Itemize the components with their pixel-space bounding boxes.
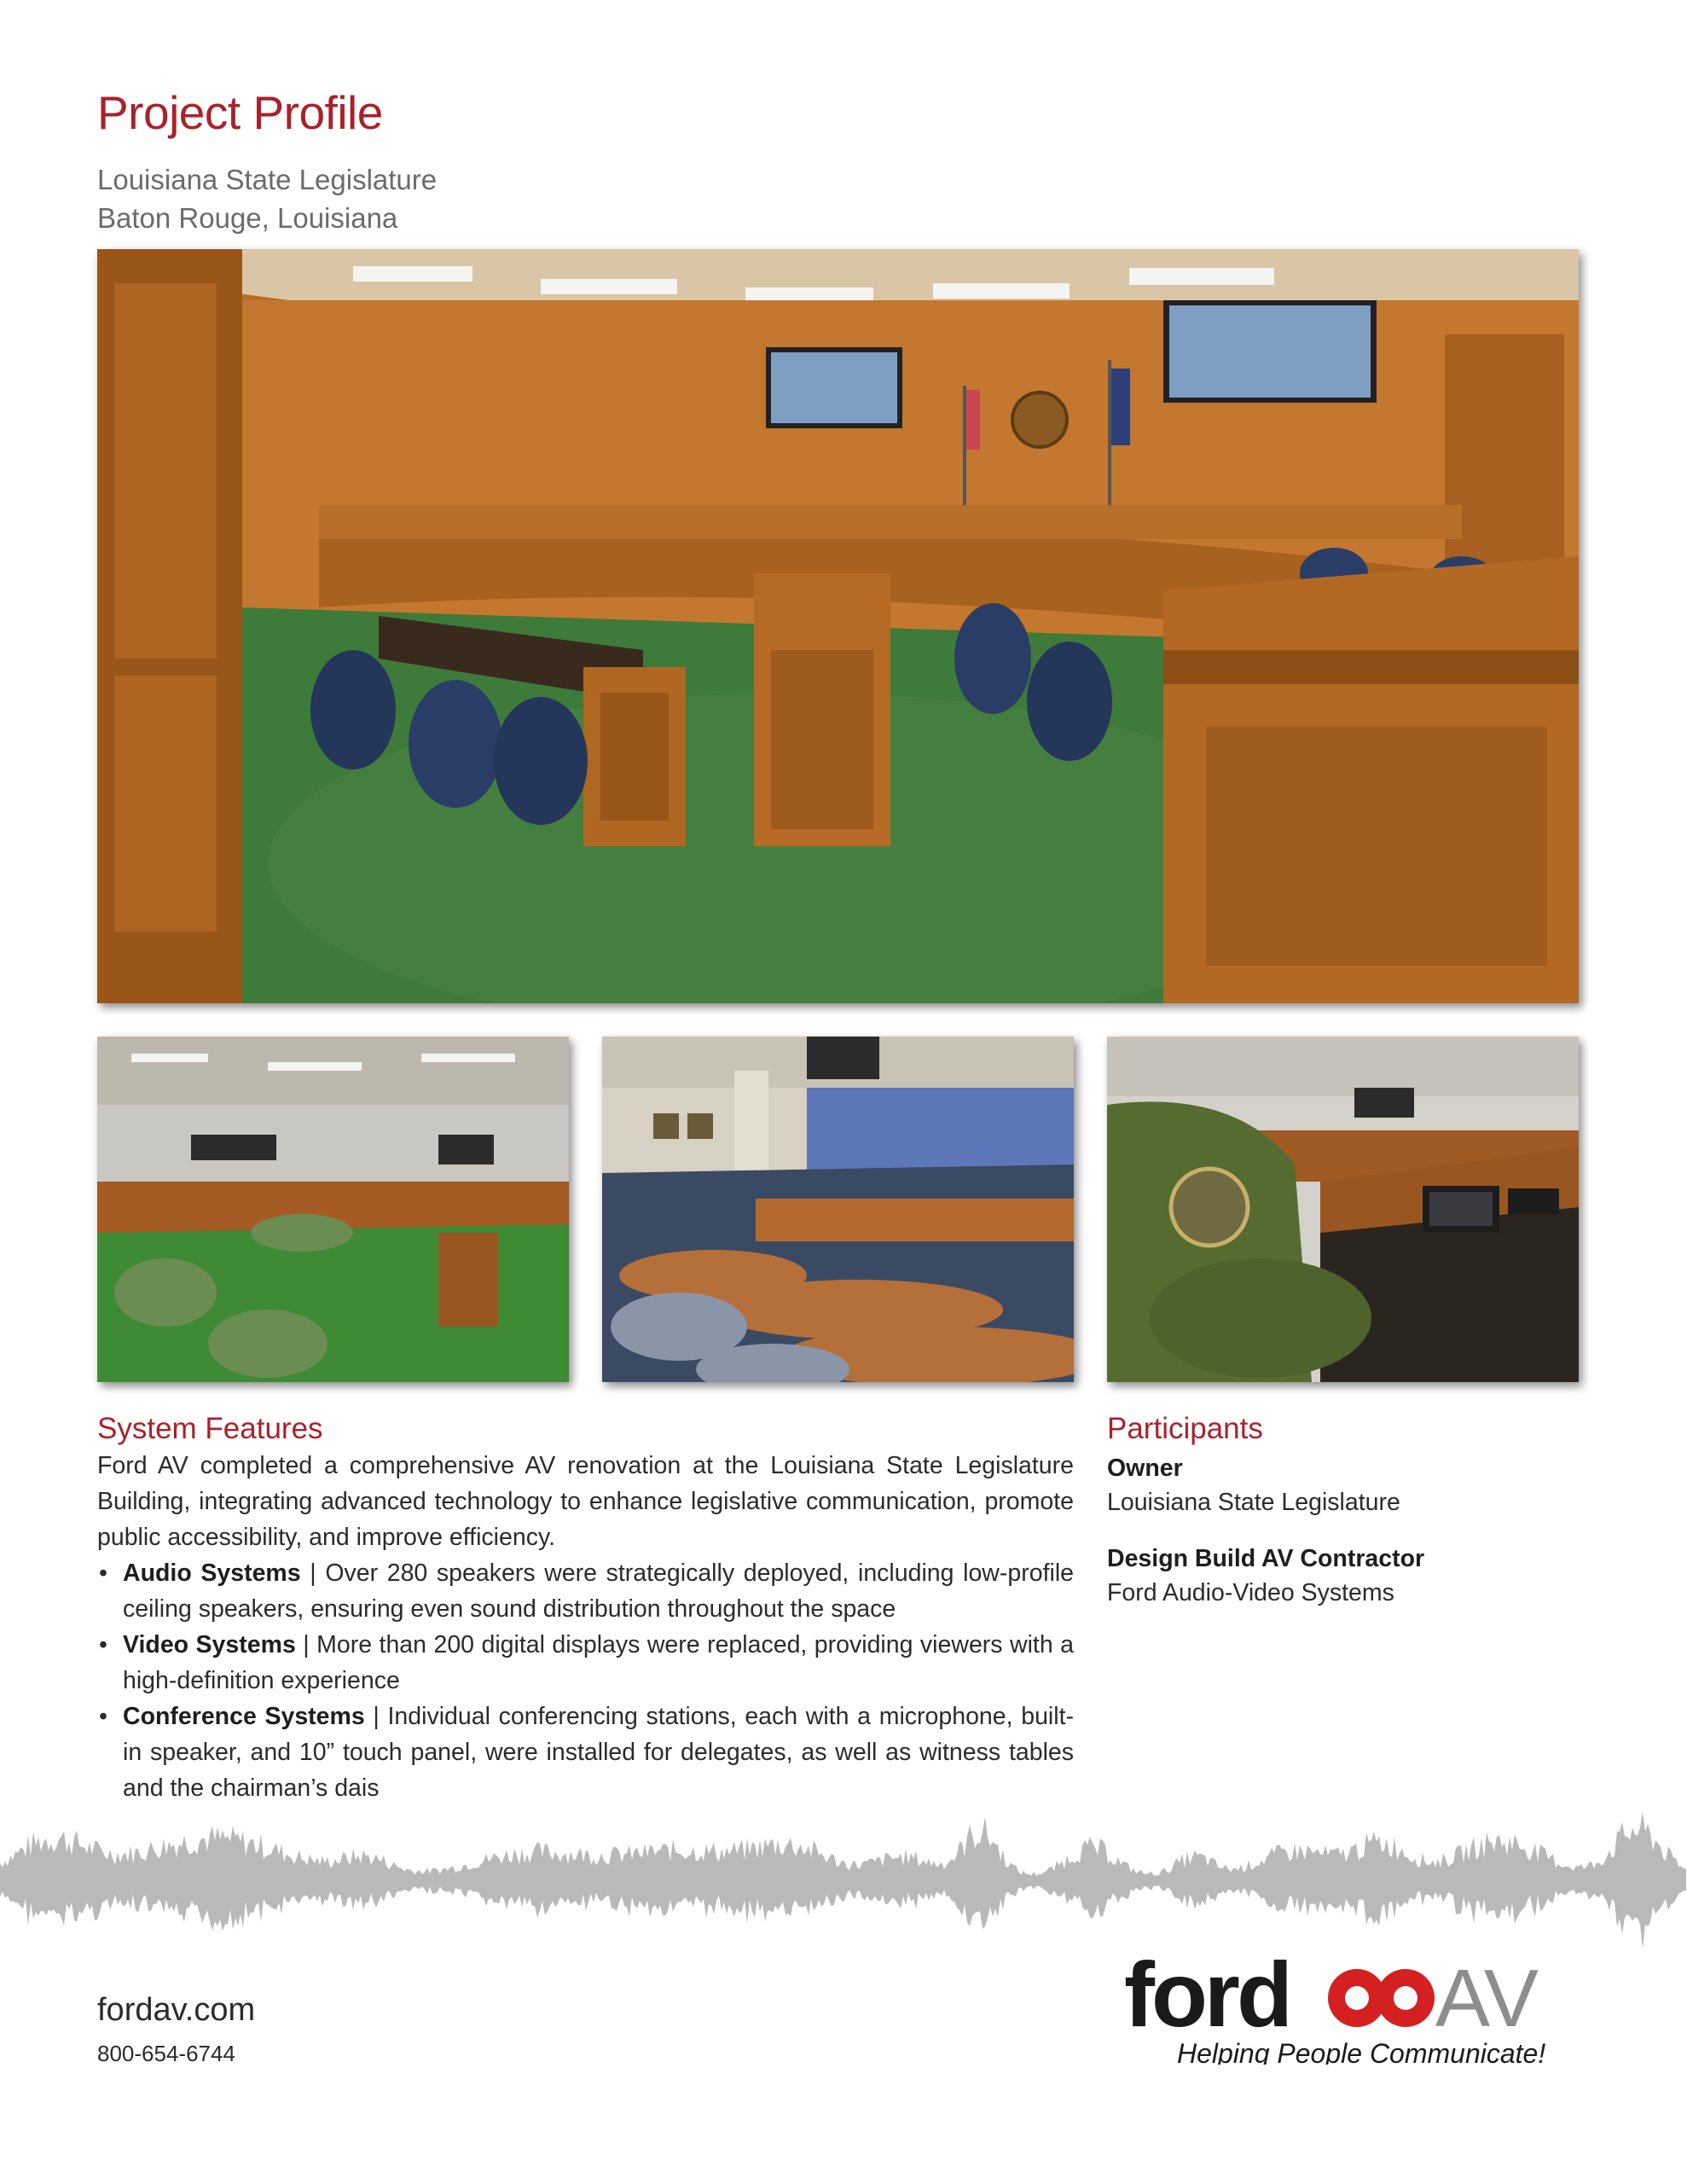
auditorium-illustration <box>602 1037 1074 1382</box>
feature-label: Conference Systems <box>123 1703 365 1730</box>
hero-photo <box>97 249 1579 1003</box>
feature-list <box>97 1555 1074 1806</box>
thumbnail-auditorium-photo <box>602 1037 1074 1382</box>
committee-room-illustration <box>97 249 1579 1003</box>
feature-separator: | <box>300 1560 326 1587</box>
feature-text: Individual conferencing stations, each with a microphone, built-in speaker, and 10” touch panel, were installed for delegates, as well as witness tables and the chairman’s dais <box>123 1703 1074 1802</box>
system-features-heading: System Features <box>97 1412 323 1445</box>
thumbnail-chamber-photo <box>97 1037 569 1382</box>
contractor-label: Design Build AV Contractor <box>1107 1545 1425 1572</box>
logo-word: ford <box>1124 1943 1290 2046</box>
owner-value: Louisiana State Legislature <box>1107 1489 1400 1516</box>
chamber-illustration <box>97 1037 569 1382</box>
page-title: Project Profile <box>97 86 383 139</box>
feature-label: Audio Systems <box>123 1560 301 1587</box>
owner-label: Owner <box>1107 1455 1183 1482</box>
feature-text: Over 280 speakers were strategically deployed, including low-profile ceiling speakers, ensuring even sound distribution throughout the space <box>123 1560 1075 1623</box>
client-name: Louisiana State Legislature <box>97 164 438 195</box>
feature-item-conference <box>97 1699 1074 1806</box>
logo-suffix: AV <box>1435 1953 1539 2044</box>
logo-tagline: Helping People Communicate! <box>1177 2038 1546 2065</box>
feature-separator: | <box>364 1703 388 1730</box>
logo-mark <box>1124 1937 1585 2065</box>
contractor-value: Ford Audio-Video Systems <box>1107 1579 1394 1606</box>
website-link[interactable]: fordav.com <box>97 1992 256 2028</box>
feature-text: More than 200 digital displays were replaced, providing viewers with a high-definition experience <box>123 1631 1074 1694</box>
phone-number: 800-654-6744 <box>97 2041 235 2066</box>
system-features-section <box>97 1412 1074 1806</box>
client-location: Baton Rouge, Louisiana <box>97 202 398 234</box>
feature-label: Video Systems <box>123 1631 296 1658</box>
project-subtitle <box>97 160 437 237</box>
feature-item-audio <box>97 1555 1074 1627</box>
participants-section <box>1107 1412 1579 1610</box>
participants-heading: Participants <box>1107 1412 1263 1445</box>
feature-item-video <box>97 1627 1074 1699</box>
logo-circles-icon <box>1328 1969 1435 2027</box>
ford-av-logo <box>1124 1937 1585 2065</box>
delegate-desk-illustration <box>1107 1037 1579 1382</box>
system-features-intro: Ford AV completed a comprehensive AV renovation at the Louisiana State Legislature Building, integrating advanced technology to enhance legislative communication, promote public accessibility, and improve efficiency. <box>97 1452 1074 1551</box>
feature-separator: | <box>295 1631 317 1658</box>
thumbnail-delegate-desk-photo <box>1107 1037 1579 1382</box>
